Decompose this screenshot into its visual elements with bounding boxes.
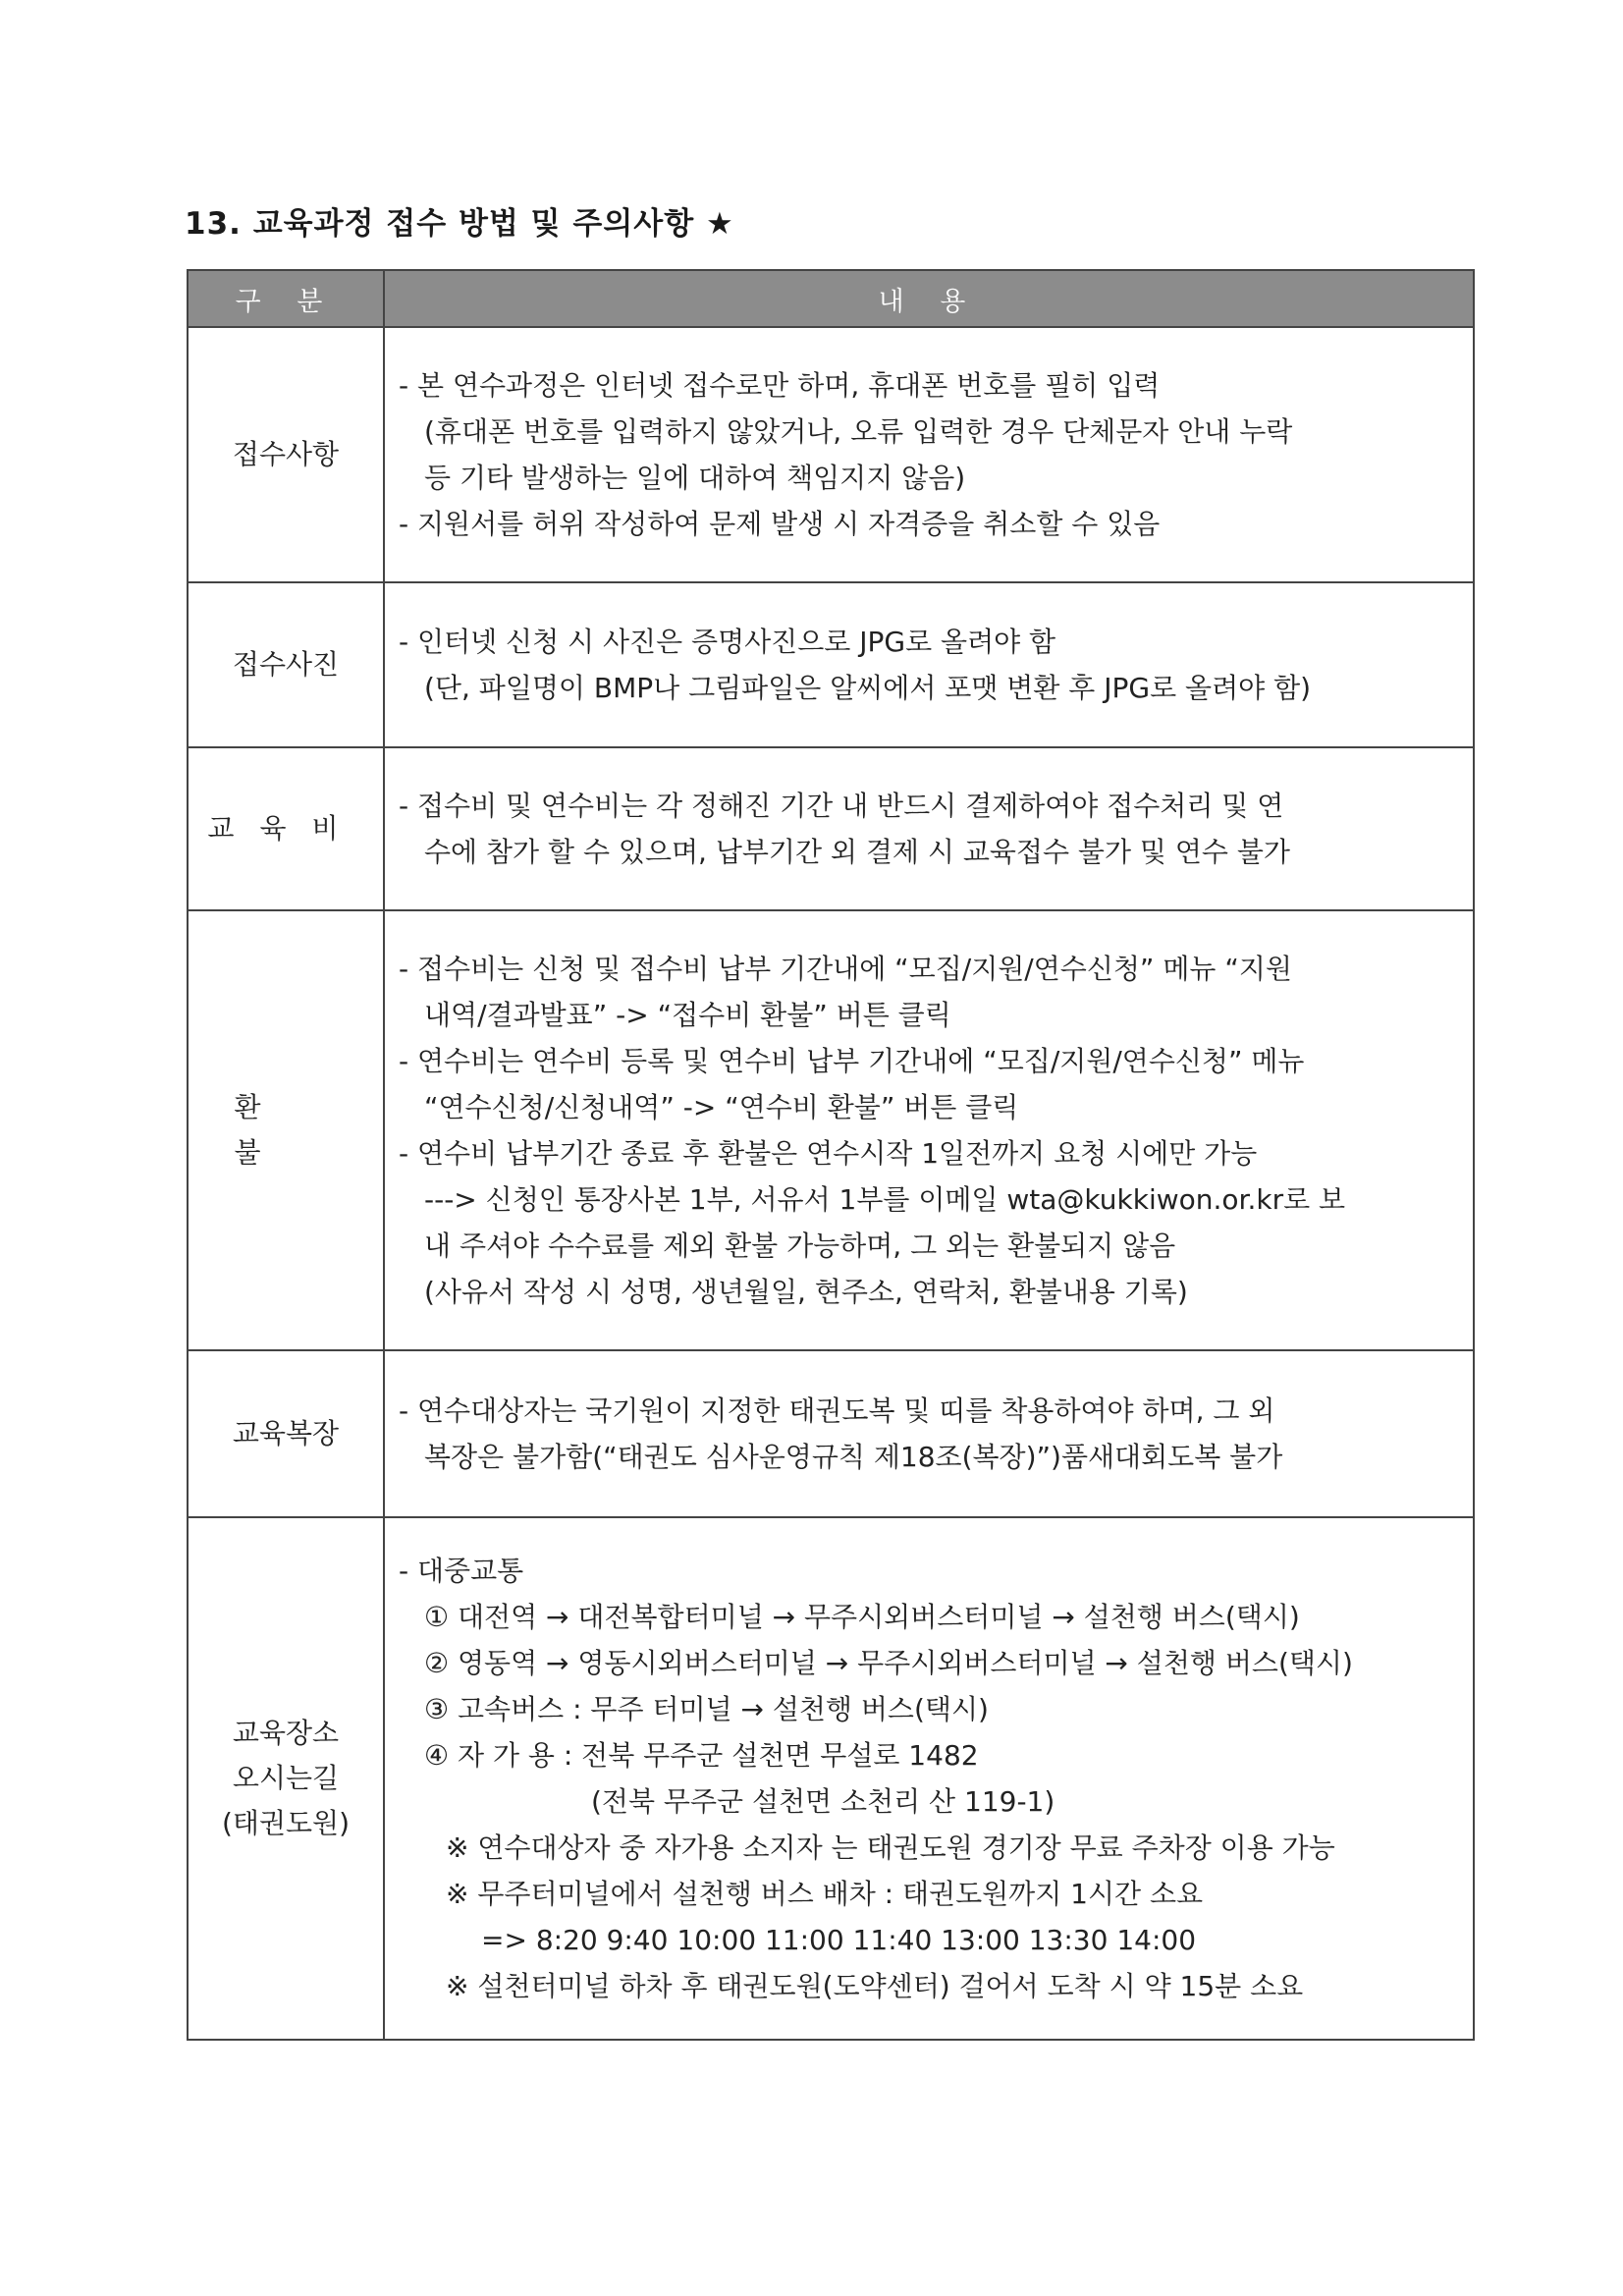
row-label: 교육장소 오시는길 (태권도원) [188,1517,384,2040]
table-row [188,327,1474,582]
content-line: ※ 연수대상자 중 자가용 소지자 는 태권도원 경기장 무료 주차장 이용 가능 [446,1831,1335,1864]
table-row [188,1517,1474,2040]
row-label: 교육복장 [188,1350,384,1517]
content-line: ④ 자 가 용 : 전북 무주군 설천면 무설로 1482 [424,1739,979,1772]
content-line: - 접수비는 신청 및 접수비 납부 기간내에 “모집/지원/연수신청” 메뉴 “지원 [399,953,1292,985]
header-content: 내 용 [384,270,1474,327]
table-row [188,582,1474,747]
info-table [187,269,1475,2041]
content-line: ※ 무주터미널에서 설천행 버스 배차 : 태권도원까지 1시간 소요 [446,1878,1204,1910]
row-content [384,1350,1474,1517]
row-content [384,1517,1474,2040]
content-line: - 연수대상자는 국기원이 지정한 태권도복 및 띠를 착용하여야 하며, 그 외 [399,1394,1275,1427]
row-label: 접수사진 [188,582,384,747]
content-line: ---> 신청인 통장사본 1부, 서유서 1부를 이메일 wta@kukkiwon.or.kr로 보 [424,1183,1346,1216]
row-content [384,910,1474,1350]
content-line: 등 기타 발생하는 일에 대하여 책임지지 않음) [424,462,966,494]
table-header-row [188,270,1474,327]
content-line: “연수신청/신청내역” -> “연수비 환불” 버튼 클릭 [424,1091,1019,1123]
content-line: - 본 연수과정은 인터넷 접수로만 하며, 휴대폰 번호를 필히 입력 [399,369,1161,402]
content-line: (휴대폰 번호를 입력하지 않았거나, 오류 입력한 경우 단체문자 안내 누락 [424,415,1293,448]
row-content [384,327,1474,582]
content-line: ② 영동역 → 영동시외버스터미널 → 무주시외버스터미널 → 설천행 버스(택시) [424,1647,1353,1679]
content-line: ① 대전역 → 대전복합터미널 → 무주시외버스터미널 → 설천행 버스(택시) [424,1601,1300,1633]
content-line: - 대중교통 [399,1555,524,1587]
content-line: 내역/결과발표” -> “접수비 환불” 버튼 클릭 [424,999,951,1031]
row-content [384,582,1474,747]
table-row [188,747,1474,910]
row-label: 접수사항 [188,327,384,582]
content-line: ③ 고속버스 : 무주 터미널 → 설천행 버스(택시) [424,1693,989,1725]
content-line: (사유서 작성 시 성명, 생년월일, 현주소, 연락처, 환불내용 기록) [424,1276,1188,1308]
row-label: 환불 [188,910,384,1350]
header-category: 구 분 [188,270,384,327]
content-line: - 연수비 납부기간 종료 후 환불은 연수시작 1일전까지 요청 시에만 가능 [399,1137,1258,1170]
row-label: 교육비 [188,747,384,910]
content-line: - 인터넷 신청 시 사진은 증명사진으로 JPG로 올려야 함 [399,626,1056,658]
row-content [384,747,1474,910]
content-line: => 8:20 9:40 10:00 11:00 11:40 13:00 13:30 14:00 [481,1924,1197,1956]
content-line: 복장은 불가함(“태권도 심사운영규칙 제18조(복장)”)품새대회도복 불가 [424,1441,1283,1473]
page-title: 13. 교육과정 접수 방법 및 주의사항 ★ [185,206,734,242]
table-row [188,1350,1474,1517]
content-line: ※ 설천터미널 하차 후 태권도원(도약센터) 걸어서 도착 시 약 15분 소요 [446,1970,1304,2002]
content-line: 내 주셔야 수수료를 제외 환불 가능하며, 그 외는 환불되지 않음 [424,1230,1176,1262]
content-line: - 연수비는 연수비 등록 및 연수비 납부 기간내에 “모집/지원/연수신청” 메뉴 [399,1045,1305,1077]
content-line: (단, 파일명이 BMP나 그림파일은 알씨에서 포맷 변환 후 JPG로 올려야 함) [424,672,1312,704]
content-line: - 접수비 및 연수비는 각 정해진 기간 내 반드시 결제하여야 접수처리 및 연 [399,790,1284,822]
content-line: - 지원서를 허위 작성하여 문제 발생 시 자격증을 취소할 수 있음 [399,508,1161,540]
table-row [188,910,1474,1350]
content-line: 수에 참가 할 수 있으며, 납부기간 외 결제 시 교육접수 불가 및 연수 불가 [424,836,1290,868]
content-line: (전북 무주군 설천면 소천리 산 119-1) [591,1785,1055,1818]
